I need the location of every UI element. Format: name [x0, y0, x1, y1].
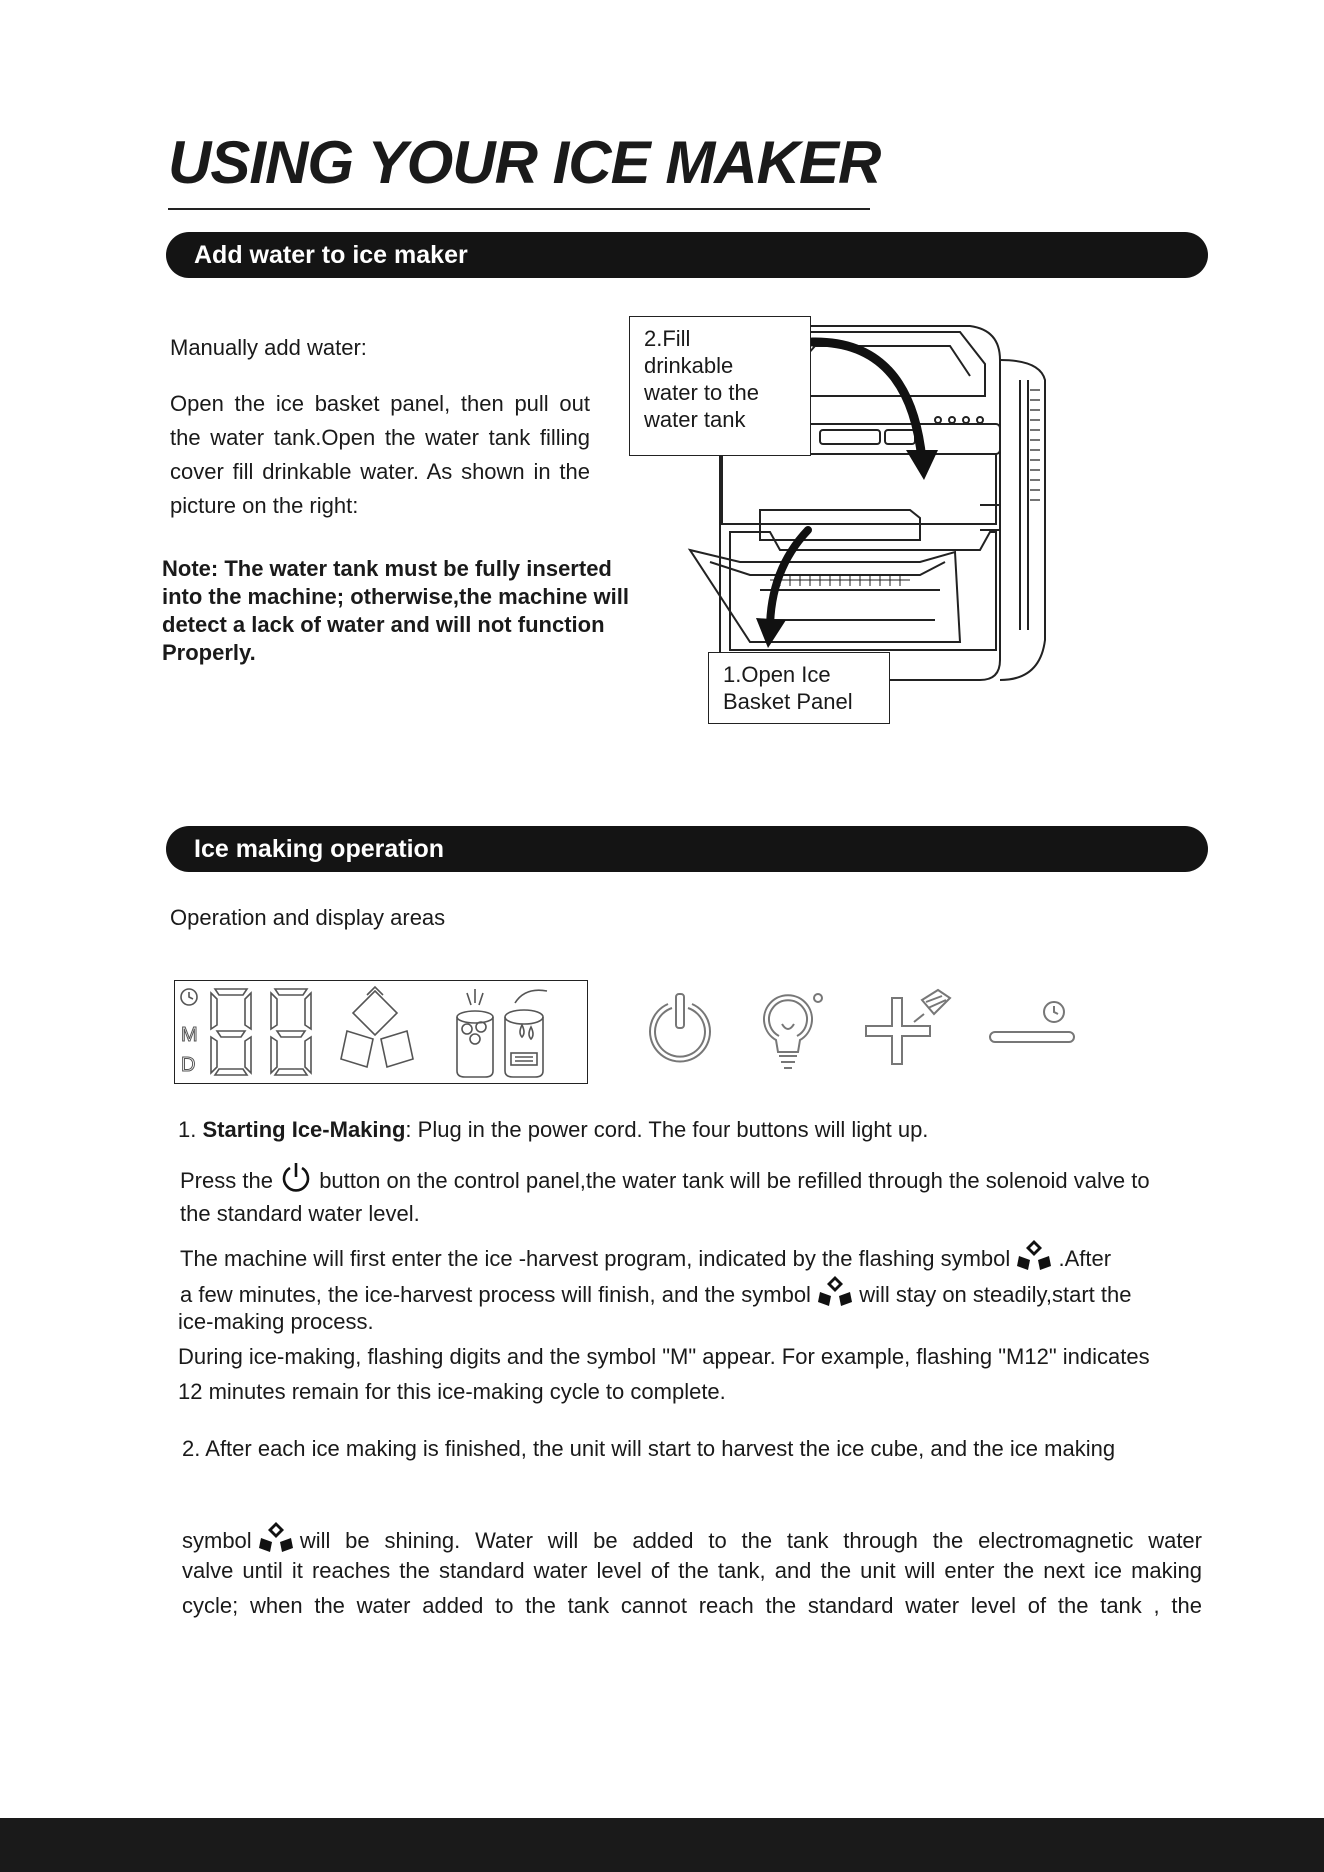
step1-line1	[178, 1115, 928, 1145]
step1-line3: the standard water level.	[180, 1201, 420, 1226]
instruction-paragraph	[170, 387, 590, 523]
instruction-line: picture on the right:	[170, 493, 359, 518]
callout-line: 2.Fill	[644, 326, 691, 351]
display-areas-intro: Operation and display areas	[170, 905, 446, 930]
note-line: Note: The water tank must be fully inserted	[162, 556, 612, 581]
callout-line: water to the	[644, 380, 759, 405]
step1-number: 1.	[178, 1117, 197, 1142]
title-underline	[168, 208, 870, 210]
step1-line5	[180, 1274, 1131, 1310]
callout-line: Basket Panel	[723, 689, 853, 714]
symbol-word: symbol	[182, 1528, 252, 1553]
display-letter-m: M	[181, 1024, 198, 1046]
note-block	[162, 555, 629, 667]
step1-rest: Plug in the power cord. The four buttons will light up.	[411, 1117, 929, 1142]
ice-cube-symbol-icon	[817, 1274, 853, 1308]
step2-text: After each ice making is finished, the unit will start to harvest the ice cube, and the ice making	[205, 1436, 1116, 1461]
plus-icon[interactable]	[862, 988, 954, 1076]
step2-line3: valve until it reaches the standard water level of the tank, and the unit will enter the next ice making	[182, 1558, 1202, 1583]
ice-cube-symbol-icon	[1016, 1238, 1052, 1272]
intro-text: Manually add water:	[170, 335, 367, 360]
power-icon	[279, 1160, 313, 1194]
line4-pre: The machine will first enter the ice -harvest program, indicated by the flashing symbol	[180, 1246, 1011, 1271]
page-title: USING YOUR ICE MAKER	[168, 129, 881, 196]
callout-line: 1.Open Ice	[723, 662, 831, 687]
press-the-text: Press the	[180, 1168, 273, 1193]
note-line: Properly.	[162, 640, 256, 665]
step1-line6: ice-making process.	[178, 1309, 374, 1334]
section-heading-ice-making	[166, 826, 1208, 872]
step1-label: Starting Ice-Making	[202, 1117, 406, 1142]
step1-line7: During ice-making, flashing digits and the symbol "M" appear. For example, flashing "M12" indicates	[178, 1344, 1150, 1369]
power-icon[interactable]	[640, 990, 720, 1070]
step1-separator: :	[405, 1117, 412, 1142]
step2-line1	[182, 1434, 1115, 1464]
instruction-line: cover fill drinkable water. As shown in the	[170, 459, 590, 484]
callout-open-basket	[708, 652, 890, 724]
line2-post: will be shining. Water will be added to the tank through the electromagnetic water	[299, 1528, 1202, 1553]
press-post-text: button on the control panel,the water tank will be refilled through the solenoid valve to	[319, 1168, 1150, 1193]
note-line: into the machine; otherwise,the machine will	[162, 584, 629, 609]
instruction-line: the water tank.Open the water tank filling	[170, 425, 590, 450]
display-letter-d: D	[181, 1054, 196, 1076]
line5-post: will stay on steadily,start the	[859, 1282, 1132, 1307]
callout-line: drinkable	[644, 353, 734, 378]
step1-line2	[180, 1160, 1150, 1196]
step2-number: 2.	[182, 1436, 201, 1461]
line4-post: .After	[1058, 1246, 1112, 1271]
display-panel-graphic	[175, 981, 585, 1081]
callout-fill-water	[629, 316, 811, 456]
step2-line4: cycle; when the water added to the tank cannot reach the standard water level of the tank , the	[182, 1593, 1202, 1618]
note-line: detect a lack of water and will not function	[162, 612, 605, 637]
section-heading-label: Ice making operation	[194, 835, 445, 863]
timer-bar-icon[interactable]	[986, 998, 1086, 1058]
display-panel	[174, 980, 588, 1084]
step2-line2	[182, 1520, 1202, 1556]
step1-line4	[180, 1238, 1111, 1274]
instruction-line: Open the ice basket panel, then pull out	[170, 391, 590, 416]
line5-pre: a few minutes, the ice-harvest process will finish, and the symbol	[180, 1282, 811, 1307]
ice-cube-symbol-icon	[258, 1520, 294, 1554]
section-heading-add-water	[166, 232, 1208, 278]
light-bulb-icon[interactable]	[752, 990, 832, 1074]
callout-line: water tank	[644, 407, 746, 432]
footer-bar	[0, 1818, 1324, 1872]
line2-pre	[182, 1520, 294, 1556]
step1-line8: 12 minutes remain for this ice-making cycle to complete.	[178, 1379, 726, 1404]
section-heading-label: Add water to ice maker	[194, 241, 468, 269]
